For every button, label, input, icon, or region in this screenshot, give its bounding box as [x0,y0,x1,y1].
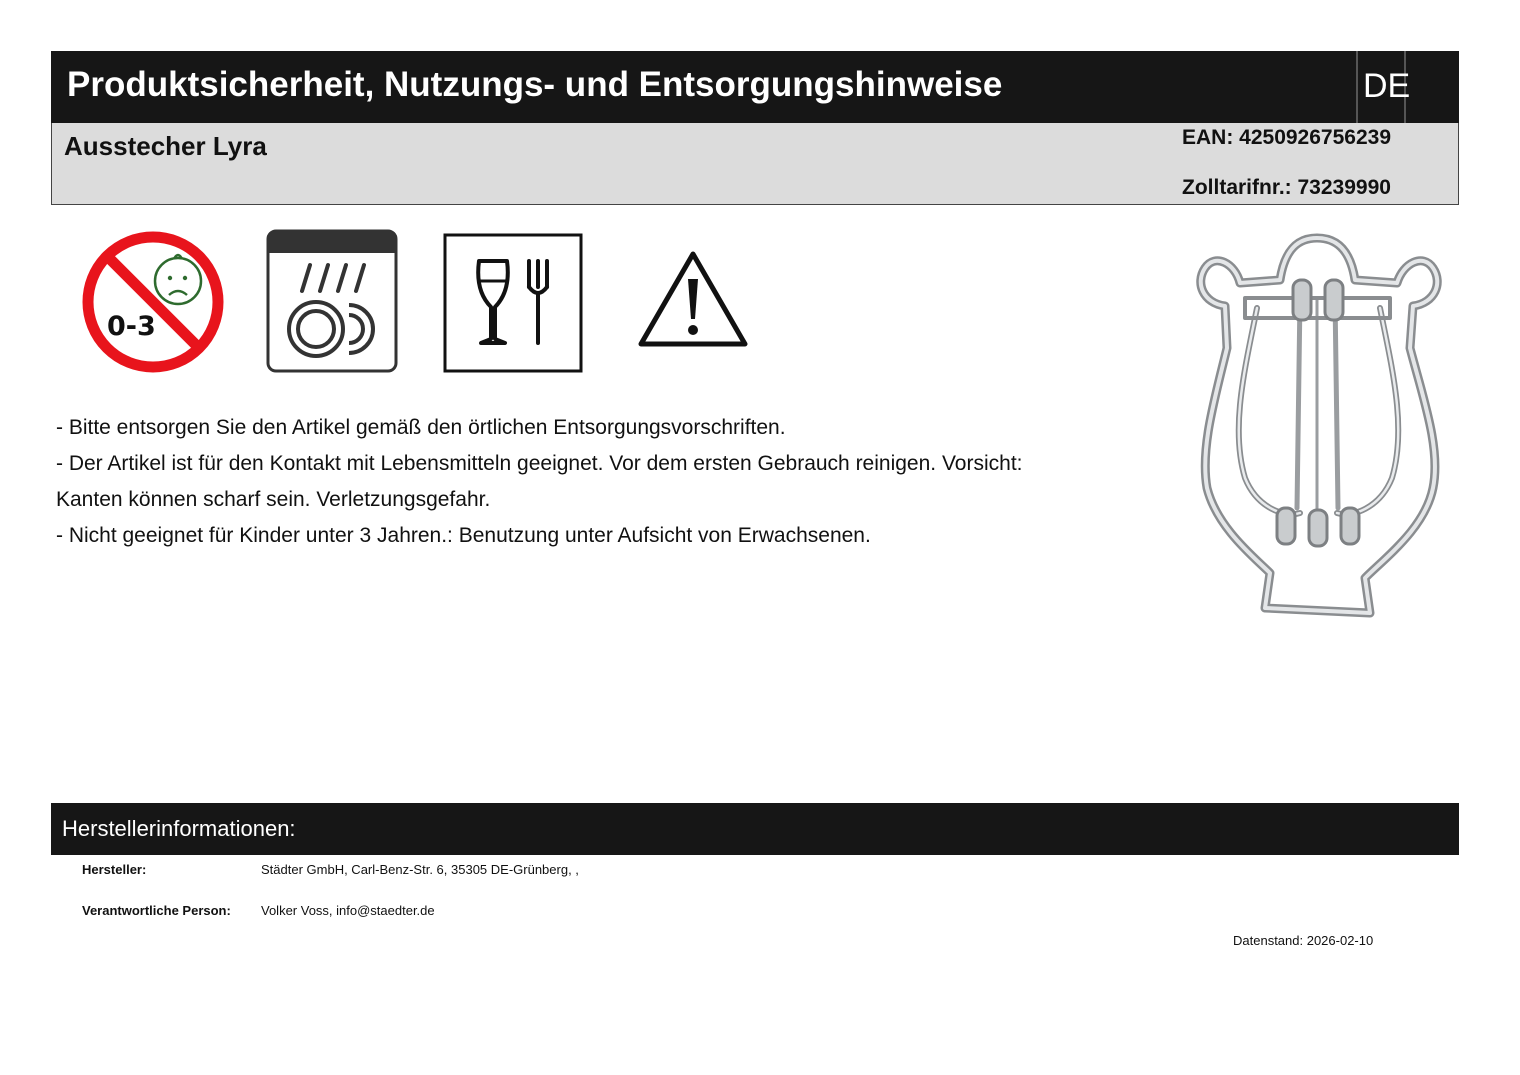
note-line: Kanten können scharf sein. Verletzungsgefahr. [56,488,491,511]
warning-triangle-icon [637,249,749,349]
ean-code: EAN: 4250926756239 [1182,126,1391,149]
responsible-person-value: Volker Voss, info@staedter.de [261,903,435,918]
dishwasher-safe-icon [266,229,398,373]
not-for-children-0-3-icon [79,229,227,375]
manufacturer-value: Städter GmbH, Carl-Benz-Str. 6, 35305 DE-Grünberg, , [261,862,579,877]
note-line: - Nicht geeignet für Kinder unter 3 Jahren.: Benutzung unter Aufsicht von Erwachsenen. [56,524,871,547]
product-image [1185,228,1450,620]
data-date: Datenstand: 2026-02-10 [1233,933,1374,948]
manufacturer-section-bar [51,803,1459,855]
usage-notes [56,410,1116,554]
manufacturer-section-title: Herstellerinformationen: [62,816,296,841]
page-title: Produktsicherheit, Nutzungs- und Entsorgungshinweise [67,65,1003,104]
language-code: DE [1363,67,1411,105]
note-line: - Bitte entsorgen Sie den Artikel gemäß den örtlichen Entsorgungsvorschriften. [56,416,786,439]
title-bar [51,51,1459,123]
product-info-bar [51,123,1459,205]
note-line: - Der Artikel ist für den Kontakt mit Lebensmitteln geeignet. Vor dem ersten Gebrauch reinigen. Vorsicht: [56,452,1023,475]
product-name: Ausstecher Lyra [64,131,267,161]
manufacturer-label: Hersteller: [82,862,147,877]
food-safe-icon [443,233,583,373]
age-warning-label: 0-3 [107,311,156,342]
customs-number: Zolltarifnr.: 73239990 [1182,176,1391,199]
responsible-person-label: Verantwortliche Person: [82,903,231,918]
language-badge [1356,51,1411,123]
